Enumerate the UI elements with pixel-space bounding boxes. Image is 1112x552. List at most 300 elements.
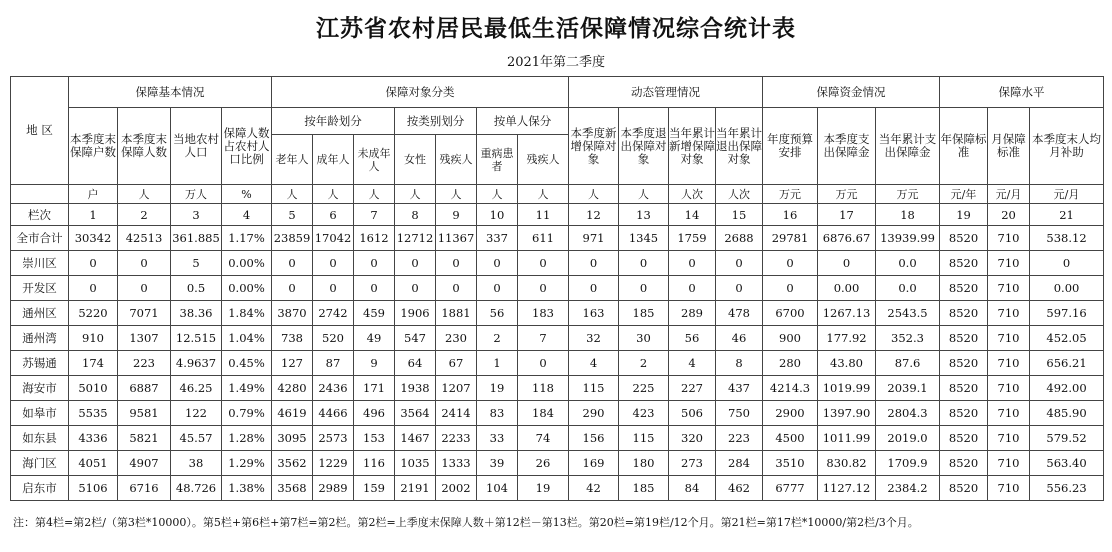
value-cell: 2804.3 — [876, 401, 940, 426]
value-cell: 0.00% — [222, 276, 272, 301]
value-cell: 118 — [518, 376, 569, 401]
column-header: 月保障标准 — [988, 108, 1030, 185]
value-cell: 2019.0 — [876, 426, 940, 451]
value-cell: 3568 — [272, 476, 313, 501]
value-cell: 38 — [171, 451, 222, 476]
value-cell: 352.3 — [876, 326, 940, 351]
value-cell: 8520 — [940, 426, 988, 451]
value-cell: 0 — [354, 276, 395, 301]
unit-cell: 人 — [569, 185, 619, 204]
value-cell: 4214.3 — [763, 376, 818, 401]
value-cell: 153 — [354, 426, 395, 451]
value-cell: 452.05 — [1030, 326, 1104, 351]
value-cell: 0 — [763, 276, 818, 301]
sequence-cell: 17 — [818, 204, 876, 226]
value-cell: 8520 — [940, 251, 988, 276]
value-cell: 156 — [569, 426, 619, 451]
sequence-cell: 12 — [569, 204, 619, 226]
value-cell: 0.00% — [222, 251, 272, 276]
value-cell: 87.6 — [876, 351, 940, 376]
value-cell: 185 — [619, 301, 669, 326]
column-header: 年保障标准 — [940, 108, 988, 185]
value-cell: 485.90 — [1030, 401, 1104, 426]
value-cell: 7071 — [118, 301, 171, 326]
value-cell: 506 — [669, 401, 716, 426]
sequence-cell: 8 — [395, 204, 436, 226]
value-cell: 115 — [619, 426, 669, 451]
unit-cell: 元/年 — [940, 185, 988, 204]
value-cell: 5821 — [118, 426, 171, 451]
value-cell: 0 — [518, 351, 569, 376]
value-cell: 7 — [518, 326, 569, 351]
value-cell: 2233 — [436, 426, 477, 451]
unit-cell: 万元 — [818, 185, 876, 204]
page-subtitle: 2021年第二季度 — [506, 55, 606, 70]
column-header: 成年人 — [313, 135, 354, 185]
value-cell: 1759 — [669, 226, 716, 251]
value-cell: 159 — [354, 476, 395, 501]
value-cell: 0 — [763, 251, 818, 276]
value-cell: 2384.2 — [876, 476, 940, 501]
table-row — [11, 451, 1104, 476]
value-cell: 462 — [716, 476, 763, 501]
unit-cell: 人次 — [669, 185, 716, 204]
value-cell: 17042 — [313, 226, 354, 251]
units-row — [11, 185, 1104, 204]
sequence-cell: 9 — [436, 204, 477, 226]
value-cell: 1229 — [313, 451, 354, 476]
value-cell: 116 — [354, 451, 395, 476]
value-cell: 2573 — [313, 426, 354, 451]
value-cell: 547 — [395, 326, 436, 351]
value-cell: 8520 — [940, 376, 988, 401]
value-cell: 437 — [716, 376, 763, 401]
unit-cell: % — [222, 185, 272, 204]
group-header-basic: 保障基本情况 — [69, 77, 272, 108]
value-cell: 4336 — [69, 426, 118, 451]
value-cell: 26 — [518, 451, 569, 476]
value-cell: 2543.5 — [876, 301, 940, 326]
value-cell: 0 — [477, 276, 518, 301]
value-cell: 710 — [988, 301, 1030, 326]
value-cell: 273 — [669, 451, 716, 476]
value-cell: 46 — [716, 326, 763, 351]
value-cell: 0.00 — [818, 276, 876, 301]
unit-cell: 万元 — [763, 185, 818, 204]
value-cell: 0 — [716, 276, 763, 301]
unit-cell: 人 — [272, 185, 313, 204]
sequence-cell: 1 — [69, 204, 118, 226]
value-cell: 0 — [354, 251, 395, 276]
value-cell: 6777 — [763, 476, 818, 501]
column-header: 残疾人 — [518, 135, 569, 185]
value-cell: 0 — [313, 251, 354, 276]
value-cell: 2 — [619, 351, 669, 376]
group-header-level: 保障水平 — [940, 77, 1104, 108]
region-cell: 如东县 — [11, 426, 69, 451]
value-cell: 12712 — [395, 226, 436, 251]
region-cell: 开发区 — [11, 276, 69, 301]
value-cell: 710 — [988, 351, 1030, 376]
value-cell: 33 — [477, 426, 518, 451]
value-cell: 8 — [716, 351, 763, 376]
value-cell: 0 — [1030, 251, 1104, 276]
value-cell: 223 — [716, 426, 763, 451]
value-cell: 30 — [619, 326, 669, 351]
value-cell: 74 — [518, 426, 569, 451]
value-cell: 5535 — [69, 401, 118, 426]
value-cell: 5 — [171, 251, 222, 276]
value-cell: 4619 — [272, 401, 313, 426]
value-cell: 0.5 — [171, 276, 222, 301]
unit-cell: 元/月 — [988, 185, 1030, 204]
value-cell: 13939.99 — [876, 226, 940, 251]
value-cell: 0.45% — [222, 351, 272, 376]
value-cell: 169 — [569, 451, 619, 476]
statistics-table — [10, 76, 1104, 501]
region-cell: 启东市 — [11, 476, 69, 501]
value-cell: 710 — [988, 276, 1030, 301]
value-cell: 87 — [313, 351, 354, 376]
value-cell: 1.04% — [222, 326, 272, 351]
value-cell: 67 — [436, 351, 477, 376]
region-cell: 如皋市 — [11, 401, 69, 426]
value-cell: 56 — [477, 301, 518, 326]
unit-cell: 人 — [313, 185, 354, 204]
group-header-dynamic: 动态管理情况 — [569, 77, 763, 108]
value-cell: 1035 — [395, 451, 436, 476]
subgroup-header-category: 按类别划分 — [395, 108, 477, 135]
value-cell: 520 — [313, 326, 354, 351]
sequence-cell: 10 — [477, 204, 518, 226]
value-cell: 1.28% — [222, 426, 272, 451]
value-cell: 0 — [436, 251, 477, 276]
value-cell: 1333 — [436, 451, 477, 476]
value-cell: 0 — [569, 276, 619, 301]
value-cell: 3095 — [272, 426, 313, 451]
value-cell: 2742 — [313, 301, 354, 326]
value-cell: 5010 — [69, 376, 118, 401]
value-cell: 225 — [619, 376, 669, 401]
value-cell: 49 — [354, 326, 395, 351]
value-cell: 46.25 — [171, 376, 222, 401]
value-cell: 0 — [518, 251, 569, 276]
value-cell: 8520 — [940, 401, 988, 426]
value-cell: 2688 — [716, 226, 763, 251]
column-header: 老年人 — [272, 135, 313, 185]
value-cell: 39 — [477, 451, 518, 476]
value-cell: 0.0 — [876, 251, 940, 276]
value-cell: 9 — [354, 351, 395, 376]
subgroup-header-age: 按年龄划分 — [272, 108, 395, 135]
value-cell: 492.00 — [1030, 376, 1104, 401]
unit-cell: 万元 — [876, 185, 940, 204]
value-cell: 496 — [354, 401, 395, 426]
value-cell: 2191 — [395, 476, 436, 501]
value-cell: 290 — [569, 401, 619, 426]
value-cell: 163 — [569, 301, 619, 326]
value-cell: 0 — [395, 276, 436, 301]
sequence-label: 栏次 — [11, 204, 69, 226]
value-cell: 227 — [669, 376, 716, 401]
sequence-cell: 13 — [619, 204, 669, 226]
value-cell: 23859 — [272, 226, 313, 251]
value-cell: 1612 — [354, 226, 395, 251]
value-cell: 0 — [313, 276, 354, 301]
value-cell: 611 — [518, 226, 569, 251]
value-cell: 6716 — [118, 476, 171, 501]
sequence-cell: 16 — [763, 204, 818, 226]
sequence-cell: 5 — [272, 204, 313, 226]
table-body — [11, 226, 1104, 501]
value-cell: 122 — [171, 401, 222, 426]
value-cell: 1397.90 — [818, 401, 876, 426]
sequence-cell: 19 — [940, 204, 988, 226]
value-cell: 8520 — [940, 301, 988, 326]
value-cell: 0 — [272, 276, 313, 301]
value-cell: 42513 — [118, 226, 171, 251]
value-cell: 1019.99 — [818, 376, 876, 401]
column-header: 女性 — [395, 135, 436, 185]
value-cell: 289 — [669, 301, 716, 326]
value-cell: 29781 — [763, 226, 818, 251]
value-cell: 361.885 — [171, 226, 222, 251]
value-cell: 710 — [988, 426, 1030, 451]
table-row — [11, 476, 1104, 501]
value-cell: 4 — [669, 351, 716, 376]
value-cell: 1709.9 — [876, 451, 940, 476]
value-cell: 8520 — [940, 276, 988, 301]
value-cell: 0 — [669, 251, 716, 276]
value-cell: 1207 — [436, 376, 477, 401]
region-header: 地 区 — [11, 77, 69, 185]
value-cell: 183 — [518, 301, 569, 326]
table-row — [11, 426, 1104, 451]
column-header: 保障人数占农村人口比例 — [222, 108, 272, 185]
value-cell: 5220 — [69, 301, 118, 326]
value-cell: 738 — [272, 326, 313, 351]
value-cell: 4.9637 — [171, 351, 222, 376]
value-cell: 174 — [69, 351, 118, 376]
value-cell: 1.38% — [222, 476, 272, 501]
value-cell: 1011.99 — [818, 426, 876, 451]
units-blank-cell — [11, 185, 69, 204]
value-cell: 30342 — [69, 226, 118, 251]
value-cell: 0 — [118, 276, 171, 301]
sequence-cell: 21 — [1030, 204, 1104, 226]
value-cell: 177.92 — [818, 326, 876, 351]
value-cell: 1267.13 — [818, 301, 876, 326]
sequence-cell: 15 — [716, 204, 763, 226]
column-header: 本季度末保障人数 — [118, 108, 171, 185]
column-header: 本季度支出保障金 — [818, 108, 876, 185]
value-cell: 597.16 — [1030, 301, 1104, 326]
value-cell: 280 — [763, 351, 818, 376]
value-cell: 2436 — [313, 376, 354, 401]
value-cell: 171 — [354, 376, 395, 401]
value-cell: 2900 — [763, 401, 818, 426]
value-cell: 0 — [518, 276, 569, 301]
unit-cell: 人 — [395, 185, 436, 204]
value-cell: 710 — [988, 226, 1030, 251]
value-cell: 6876.67 — [818, 226, 876, 251]
sequence-row — [11, 204, 1104, 226]
unit-cell: 人 — [354, 185, 395, 204]
value-cell: 0 — [272, 251, 313, 276]
column-header: 本季度新增保障对象 — [569, 108, 619, 185]
sequence-cell: 7 — [354, 204, 395, 226]
value-cell: 0 — [619, 251, 669, 276]
value-cell: 656.21 — [1030, 351, 1104, 376]
value-cell: 11367 — [436, 226, 477, 251]
value-cell: 115 — [569, 376, 619, 401]
value-cell: 337 — [477, 226, 518, 251]
value-cell: 910 — [69, 326, 118, 351]
value-cell: 12.515 — [171, 326, 222, 351]
page-title: 江苏省农村居民最低生活保障情况综合统计表 — [316, 15, 796, 42]
value-cell: 184 — [518, 401, 569, 426]
value-cell: 185 — [619, 476, 669, 501]
region-cell: 苏锡通 — [11, 351, 69, 376]
value-cell: 556.23 — [1030, 476, 1104, 501]
column-header: 本季度退出保障对象 — [619, 108, 669, 185]
group-header-funds: 保障资金情况 — [763, 77, 940, 108]
value-cell: 478 — [716, 301, 763, 326]
value-cell: 1467 — [395, 426, 436, 451]
value-cell: 5106 — [69, 476, 118, 501]
unit-cell: 人 — [436, 185, 477, 204]
value-cell: 1906 — [395, 301, 436, 326]
sequence-cell: 2 — [118, 204, 171, 226]
value-cell: 9581 — [118, 401, 171, 426]
sequence-cell: 3 — [171, 204, 222, 226]
table-row — [11, 376, 1104, 401]
value-cell: 459 — [354, 301, 395, 326]
value-cell: 2039.1 — [876, 376, 940, 401]
value-cell: 1345 — [619, 226, 669, 251]
table-row — [11, 326, 1104, 351]
value-cell: 0 — [818, 251, 876, 276]
value-cell: 3564 — [395, 401, 436, 426]
column-header: 本季度末保障户数 — [69, 108, 118, 185]
value-cell: 4500 — [763, 426, 818, 451]
value-cell: 0 — [477, 251, 518, 276]
subgroup-header-single: 按单人保分 — [477, 108, 569, 135]
value-cell: 750 — [716, 401, 763, 426]
value-cell: 0 — [619, 276, 669, 301]
column-header: 残疾人 — [436, 135, 477, 185]
value-cell: 0 — [69, 276, 118, 301]
table-row — [11, 226, 1104, 251]
value-cell: 710 — [988, 326, 1030, 351]
value-cell: 710 — [988, 401, 1030, 426]
value-cell: 6700 — [763, 301, 818, 326]
value-cell: 900 — [763, 326, 818, 351]
region-cell: 海门区 — [11, 451, 69, 476]
value-cell: 0 — [669, 276, 716, 301]
value-cell: 43.80 — [818, 351, 876, 376]
sequence-cell: 4 — [222, 204, 272, 226]
value-cell: 0 — [69, 251, 118, 276]
sequence-cell: 18 — [876, 204, 940, 226]
value-cell: 1.29% — [222, 451, 272, 476]
value-cell: 0 — [716, 251, 763, 276]
value-cell: 84 — [669, 476, 716, 501]
value-cell: 42 — [569, 476, 619, 501]
value-cell: 6887 — [118, 376, 171, 401]
value-cell: 8520 — [940, 451, 988, 476]
value-cell: 1881 — [436, 301, 477, 326]
value-cell: 19 — [477, 376, 518, 401]
value-cell: 1.49% — [222, 376, 272, 401]
value-cell: 8520 — [940, 351, 988, 376]
table-row — [11, 351, 1104, 376]
column-header: 当年累计退出保障对象 — [716, 108, 763, 185]
value-cell: 423 — [619, 401, 669, 426]
table-row — [11, 251, 1104, 276]
value-cell: 4 — [569, 351, 619, 376]
value-cell: 38.36 — [171, 301, 222, 326]
region-cell: 全市合计 — [11, 226, 69, 251]
value-cell: 579.52 — [1030, 426, 1104, 451]
unit-cell: 人 — [477, 185, 518, 204]
unit-cell: 人 — [619, 185, 669, 204]
unit-cell: 万人 — [171, 185, 222, 204]
value-cell: 1127.12 — [818, 476, 876, 501]
value-cell: 0.00 — [1030, 276, 1104, 301]
value-cell: 0.0 — [876, 276, 940, 301]
value-cell: 1 — [477, 351, 518, 376]
value-cell: 0 — [118, 251, 171, 276]
sequence-cell: 14 — [669, 204, 716, 226]
value-cell: 0 — [436, 276, 477, 301]
unit-cell: 元/月 — [1030, 185, 1104, 204]
value-cell: 2 — [477, 326, 518, 351]
value-cell: 2989 — [313, 476, 354, 501]
value-cell: 284 — [716, 451, 763, 476]
value-cell: 4051 — [69, 451, 118, 476]
value-cell: 8520 — [940, 476, 988, 501]
column-header: 本季度末人均月补助 — [1030, 108, 1104, 185]
group-header-classification: 保障对象分类 — [272, 77, 569, 108]
value-cell: 1938 — [395, 376, 436, 401]
value-cell: 2414 — [436, 401, 477, 426]
column-header: 当地农村人口 — [171, 108, 222, 185]
sequence-cell: 6 — [313, 204, 354, 226]
value-cell: 180 — [619, 451, 669, 476]
column-header: 年度预算安排 — [763, 108, 818, 185]
unit-cell: 人次 — [716, 185, 763, 204]
value-cell: 830.82 — [818, 451, 876, 476]
value-cell: 538.12 — [1030, 226, 1104, 251]
value-cell: 0 — [395, 251, 436, 276]
value-cell: 0 — [569, 251, 619, 276]
value-cell: 56 — [669, 326, 716, 351]
table-row — [11, 401, 1104, 426]
value-cell: 8520 — [940, 226, 988, 251]
unit-cell: 户 — [69, 185, 118, 204]
unit-cell: 人 — [118, 185, 171, 204]
sequence-cell: 11 — [518, 204, 569, 226]
value-cell: 710 — [988, 376, 1030, 401]
column-header: 当年累计新增保障对象 — [669, 108, 716, 185]
value-cell: 320 — [669, 426, 716, 451]
value-cell: 2002 — [436, 476, 477, 501]
value-cell: 563.40 — [1030, 451, 1104, 476]
value-cell: 4280 — [272, 376, 313, 401]
value-cell: 223 — [118, 351, 171, 376]
column-header: 未成年人 — [354, 135, 395, 185]
